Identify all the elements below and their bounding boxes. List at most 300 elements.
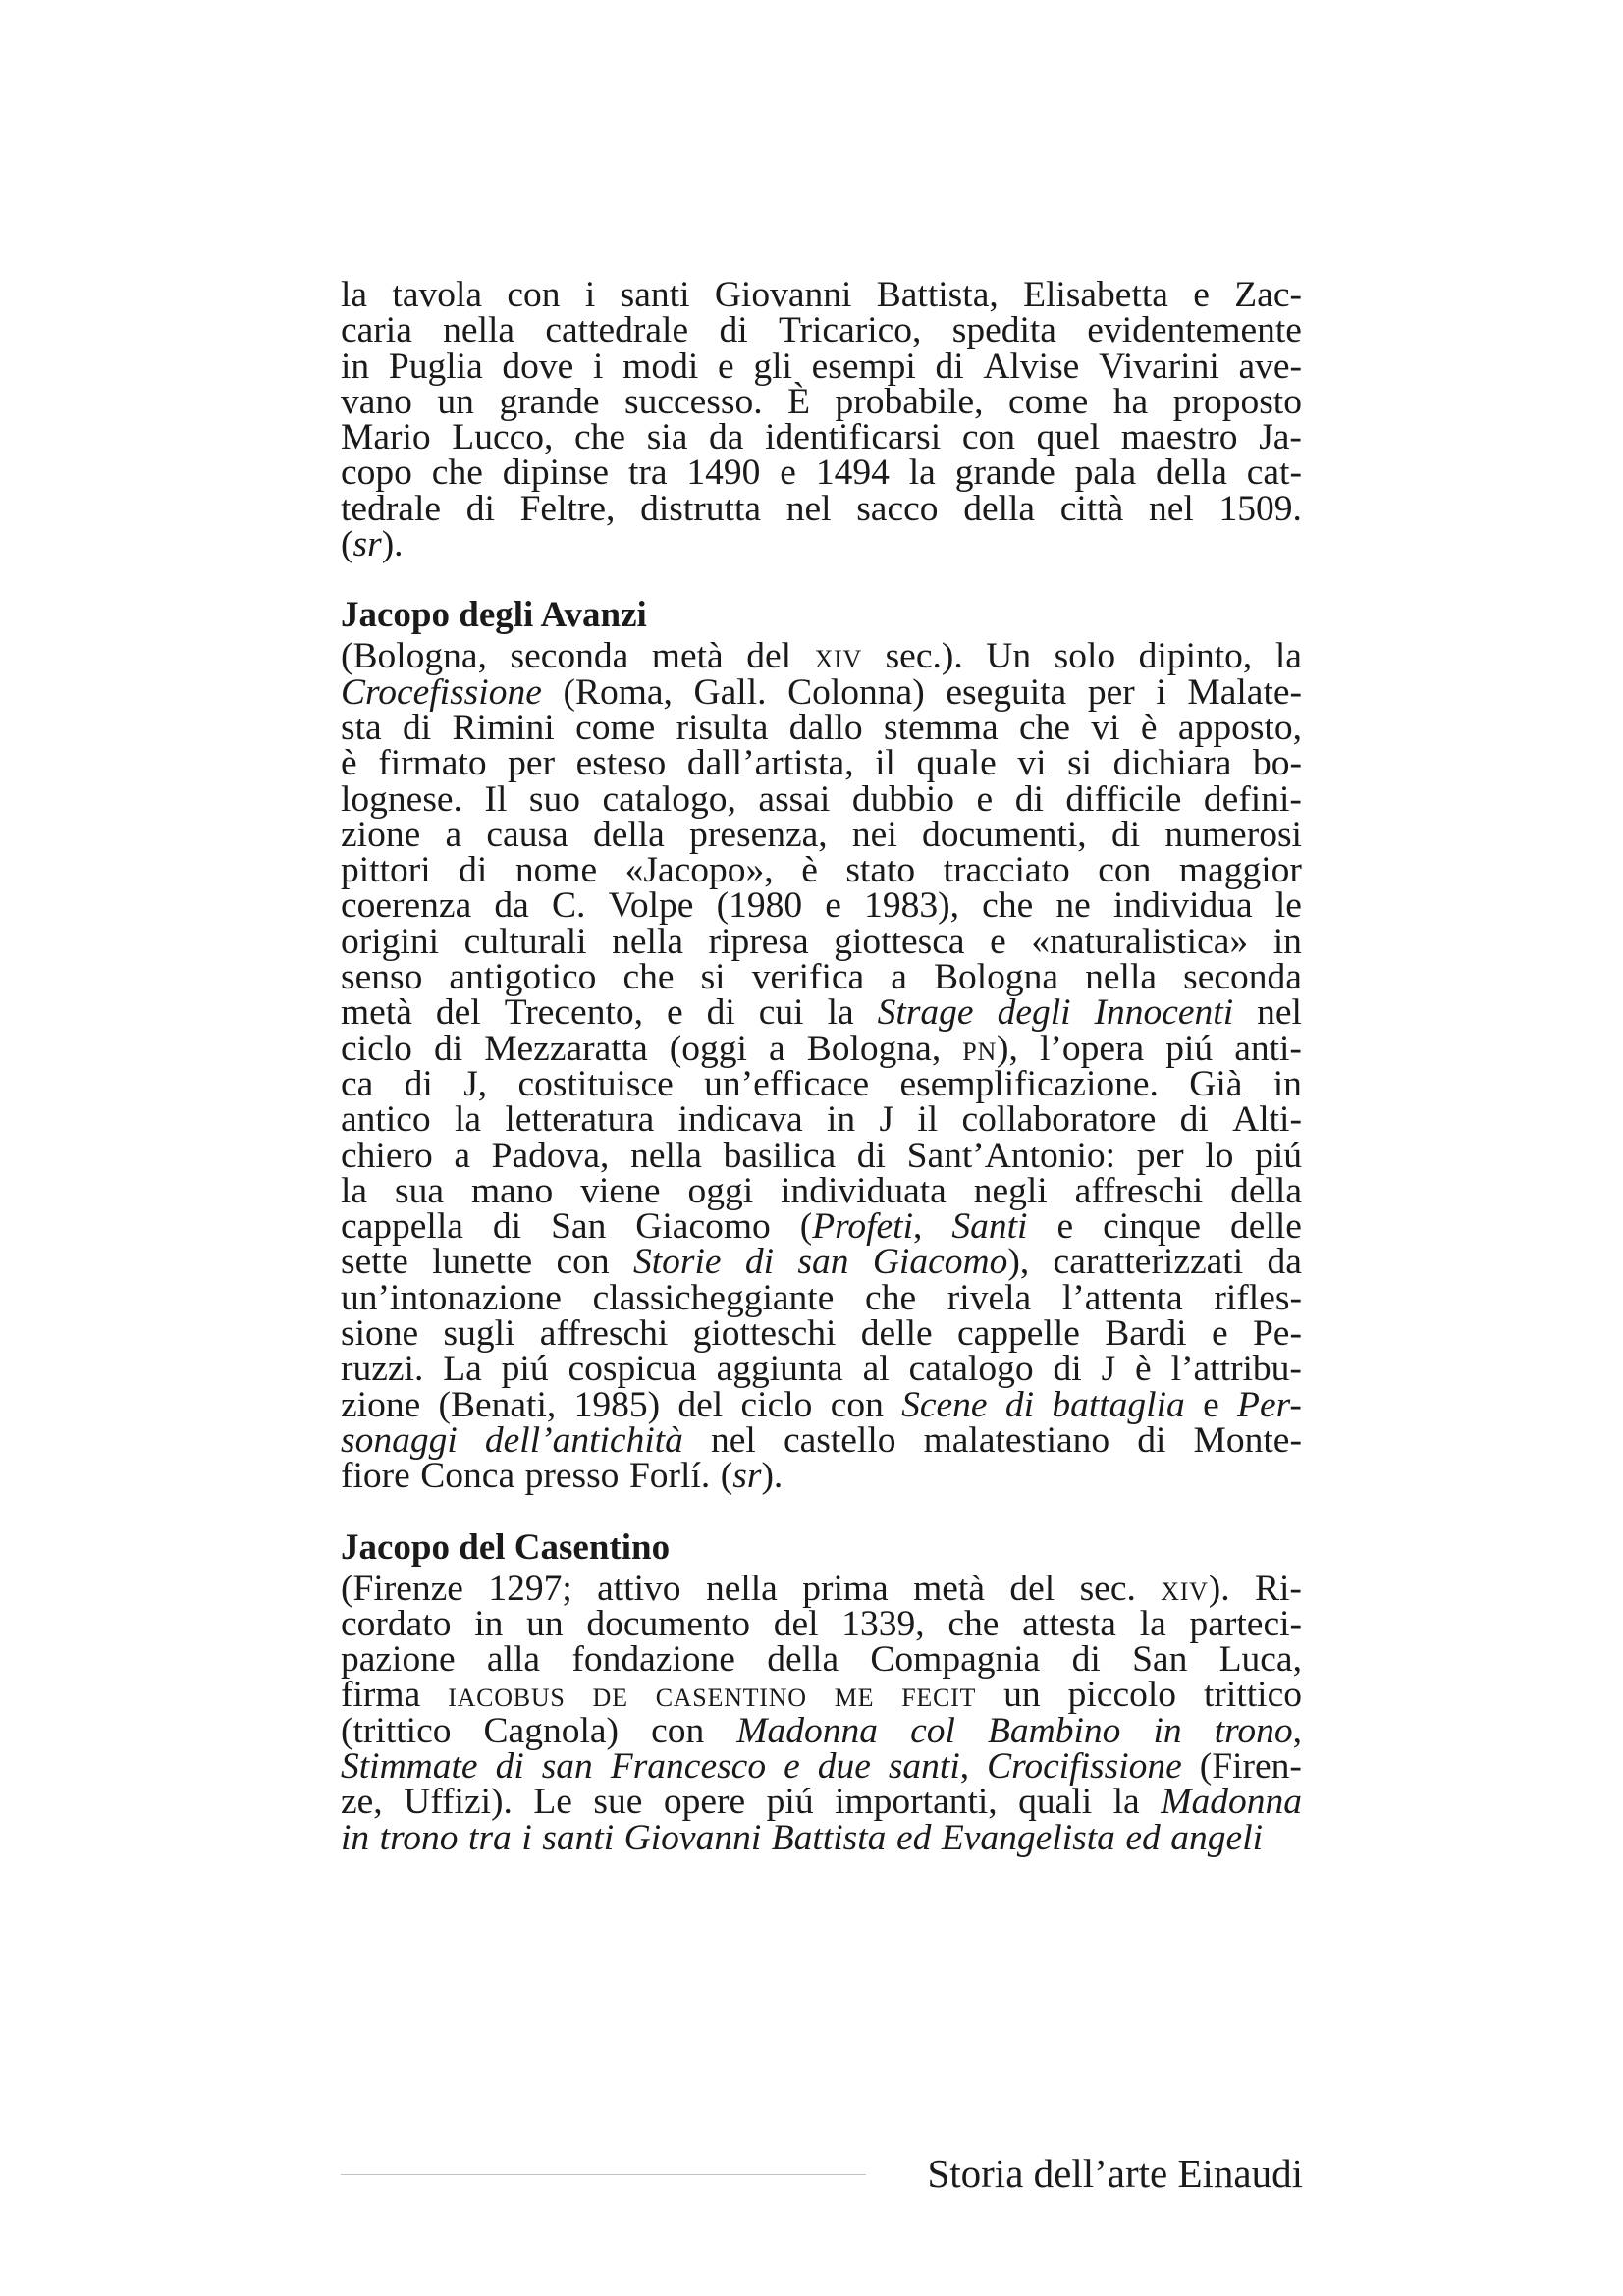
entry-body-avanzi [341, 636, 1302, 1497]
word: 1509. [1218, 488, 1302, 529]
word: trono [379, 1817, 459, 1858]
word: di [1137, 1419, 1166, 1461]
text-line [341, 524, 1302, 565]
word: cappelle [957, 1313, 1080, 1355]
word: quale [916, 743, 997, 784]
word: sec.). [885, 636, 963, 677]
word: trittico [1204, 1675, 1302, 1716]
word: in [1153, 1710, 1182, 1751]
word: cappella [341, 1206, 463, 1248]
word: della [1230, 1170, 1302, 1211]
word: dell’antichità [484, 1419, 683, 1461]
word: Elisabetta [1023, 275, 1168, 315]
word: esteso [575, 743, 667, 784]
word: Scene [901, 1384, 988, 1425]
word: prima [802, 1568, 889, 1609]
word: i [584, 275, 596, 315]
word: la [341, 1170, 368, 1211]
word: San [1132, 1639, 1188, 1681]
word: un [437, 381, 474, 422]
word: sonaggi [341, 1419, 458, 1461]
word: antico [341, 1099, 431, 1141]
word: Giacomo [635, 1206, 771, 1248]
text-line [341, 1817, 1302, 1858]
word: e [780, 453, 796, 494]
word: ze, [341, 1782, 383, 1823]
word: 1494 [815, 453, 890, 494]
word: nella [1085, 957, 1158, 998]
word: Mario [341, 417, 431, 458]
text-line [341, 1099, 1302, 1141]
text-line [341, 1603, 1302, 1644]
word: Francesco [610, 1745, 767, 1787]
word: cattedrale [545, 310, 689, 351]
word: basilica [723, 1135, 837, 1176]
word: della [963, 488, 1036, 529]
word: presenza, [689, 814, 828, 855]
word: proposto [1172, 381, 1302, 422]
word: Giovanni [623, 1817, 762, 1858]
word: con [507, 275, 561, 315]
word: dove [502, 346, 574, 387]
word: con [961, 417, 1015, 458]
word: presso [524, 1456, 620, 1497]
word: il [875, 743, 895, 784]
word: sia [646, 417, 688, 458]
word: chiero [341, 1135, 433, 1176]
word: la [454, 1099, 482, 1141]
word: del [1009, 1568, 1055, 1609]
word: me [834, 1675, 875, 1716]
word: e [1203, 1384, 1219, 1425]
text-line [341, 1456, 1302, 1497]
word: caria [341, 310, 412, 351]
text-line [341, 1206, 1302, 1248]
word: Bologna, [806, 1028, 942, 1069]
word: Crocefissione [341, 671, 542, 713]
word: la [1274, 636, 1302, 677]
word: pn), [962, 1028, 1018, 1069]
word: di [433, 1028, 463, 1069]
word: verifica [751, 957, 865, 998]
word: quali [1018, 1782, 1093, 1823]
word: sione [341, 1313, 419, 1355]
word: che [622, 957, 675, 998]
word: e [990, 921, 1006, 962]
word: bo- [1252, 743, 1302, 784]
word: delle [860, 1313, 933, 1355]
word: un’efficace [704, 1063, 870, 1104]
text-line [341, 1639, 1302, 1681]
word: collaboratore [961, 1099, 1157, 1141]
word: Il [484, 778, 508, 820]
word: ruzzi. [341, 1349, 424, 1390]
word: del [677, 1384, 724, 1425]
word: (sr). [341, 524, 404, 565]
word: ha [1112, 381, 1149, 422]
text-line [341, 1675, 1302, 1716]
text-line [341, 778, 1302, 820]
word: Ri- [1254, 1568, 1302, 1609]
word: senso [341, 957, 423, 998]
word: giottesca [834, 921, 965, 962]
word: la [341, 275, 368, 315]
word: numerosi [1164, 814, 1302, 855]
word: di [935, 346, 964, 387]
word: e [1056, 1206, 1074, 1248]
word: Volpe [608, 885, 694, 927]
text-line [341, 1745, 1302, 1787]
word: e [825, 885, 841, 927]
word: nel [711, 1419, 756, 1461]
word: l’opera [1039, 1028, 1145, 1069]
word: 1985) [573, 1384, 661, 1425]
text-line [341, 707, 1302, 748]
word: nella [612, 921, 684, 962]
word: e [717, 346, 734, 387]
word: dall’artista, [686, 743, 854, 784]
word: spedita [951, 310, 1056, 351]
word: modi [622, 346, 699, 387]
word: documenti, [922, 814, 1087, 855]
word: nel [785, 488, 832, 529]
word: trono, [1214, 1710, 1302, 1751]
word: castello [783, 1419, 896, 1461]
word: per [1136, 1135, 1184, 1176]
word: ave- [1238, 346, 1302, 387]
word: Giacomo), [872, 1242, 1030, 1283]
word: copo [341, 453, 412, 494]
word: solo [1054, 636, 1116, 677]
word: e [976, 778, 994, 820]
word: stemma [884, 707, 999, 748]
word: assai [758, 778, 831, 820]
word: con [651, 1710, 705, 1751]
word: ed [1125, 1817, 1161, 1858]
footer-rule [341, 2174, 866, 2175]
text-line [341, 1028, 1302, 1069]
word: san [797, 1242, 849, 1283]
word: successo. [623, 381, 763, 422]
word: tedrale [341, 488, 442, 529]
word: Stimmate [341, 1745, 478, 1787]
word: le [1274, 885, 1302, 927]
word: in [1272, 921, 1302, 962]
word: documento [586, 1603, 750, 1644]
word: sugli [443, 1313, 515, 1355]
word: sec. [1079, 1568, 1136, 1609]
word: per [508, 743, 556, 784]
word: lo [1205, 1135, 1234, 1176]
word: causa [486, 814, 568, 855]
text-line [341, 921, 1302, 962]
word: negli [973, 1170, 1048, 1211]
word: J [879, 1099, 894, 1141]
word: angeli [1170, 1817, 1264, 1858]
word: in [341, 346, 370, 387]
word: metà [651, 636, 724, 677]
word: Per- [1237, 1384, 1302, 1425]
word: 1339, [841, 1603, 925, 1644]
word: pittori [341, 850, 431, 891]
word: (Firen- [1199, 1745, 1302, 1787]
word: Un [986, 636, 1032, 677]
word: Tricarico, [778, 310, 922, 351]
word: di [1071, 1639, 1101, 1681]
text-line [341, 1313, 1302, 1355]
word: attesta [1022, 1603, 1116, 1644]
word: come [1008, 381, 1089, 422]
word: nella [705, 1568, 778, 1609]
word: (oggi [669, 1028, 747, 1069]
word: metà [341, 992, 412, 1034]
word: Lucco, [452, 417, 554, 458]
word: di [492, 1206, 522, 1248]
word: Madonna [1161, 1782, 1302, 1823]
word: apposto, [1177, 707, 1302, 748]
text-line [341, 1782, 1302, 1823]
word: fondazione [571, 1639, 735, 1681]
word: grande [499, 381, 600, 422]
word: e [1193, 275, 1210, 315]
entry-heading-avanzi: Jacopo degli Avanzi [341, 595, 647, 636]
text-line [341, 453, 1302, 494]
word: Madonna [736, 1710, 879, 1751]
word: Bardi [1105, 1313, 1187, 1355]
word: di [706, 992, 735, 1034]
page-body [341, 275, 1302, 1858]
word: C. [552, 885, 586, 927]
text-line [341, 814, 1302, 855]
word: il [917, 1099, 939, 1141]
word: Luca, [1218, 1639, 1302, 1681]
word: Malate- [1187, 671, 1302, 713]
word: (Firenze [341, 1568, 463, 1609]
word: sue [593, 1782, 643, 1823]
text-line [341, 381, 1302, 422]
word: importanti, [835, 1782, 998, 1823]
text-line [341, 1710, 1302, 1751]
word: sta [341, 707, 382, 748]
word: vano [341, 381, 412, 422]
word: nei [851, 814, 897, 855]
word: firmato [378, 743, 487, 784]
word: e [666, 992, 683, 1034]
word: aggiunta [716, 1349, 843, 1390]
word: Bologna [934, 957, 1059, 998]
word: città [1059, 488, 1124, 529]
word: l’attribu- [1170, 1349, 1302, 1390]
word: nel [1149, 488, 1194, 529]
word: Puglia [388, 346, 483, 387]
word: al [862, 1349, 890, 1390]
word: da [494, 885, 529, 927]
word: che [947, 1603, 1000, 1644]
word: esempi [811, 346, 916, 387]
word: di [1014, 778, 1044, 820]
word: i [593, 346, 604, 387]
word: Uffizi). [404, 1782, 513, 1823]
word: della [592, 814, 665, 855]
word: lunette [432, 1242, 533, 1283]
word: Mezzaratta [484, 1028, 648, 1069]
word: ciclo [740, 1384, 813, 1425]
text-line [341, 743, 1302, 784]
word: di [1053, 1349, 1082, 1390]
word: Battista, [876, 275, 999, 315]
word: la [1112, 1782, 1140, 1823]
text-line [341, 636, 1302, 677]
word: ca [341, 1063, 374, 1104]
word: con [830, 1384, 884, 1425]
word: rivela [947, 1277, 1032, 1318]
word: di [465, 488, 495, 529]
word: Zac- [1234, 275, 1302, 315]
word: santi [620, 275, 690, 315]
word: di [719, 310, 748, 351]
word: i [521, 1817, 532, 1858]
word: iacobus [448, 1675, 566, 1716]
word: zione [341, 814, 421, 855]
word: di [856, 1135, 886, 1176]
word: fiore [341, 1456, 410, 1497]
word: ne [1055, 885, 1091, 927]
word: con [1098, 850, 1152, 891]
word: sacco [856, 488, 939, 529]
word: casentino [655, 1675, 807, 1716]
word: probabile, [835, 381, 984, 422]
word: (Bologna, [341, 636, 487, 677]
word: Cagnola) [483, 1710, 619, 1751]
word: santi [542, 1817, 615, 1858]
entry-body-casentino [341, 1568, 1302, 1858]
word: è [1135, 1349, 1152, 1390]
word: esemplificazione. [899, 1063, 1159, 1104]
word: parteci- [1189, 1603, 1302, 1644]
word: di [1179, 1099, 1209, 1141]
word: Compagnia [870, 1639, 1041, 1681]
word: sette [341, 1242, 408, 1283]
word: e [784, 1745, 800, 1787]
word: classicheggiante [592, 1277, 835, 1318]
word: Battista [771, 1817, 887, 1858]
word: xiv [814, 636, 863, 677]
word: Colonna) [787, 671, 925, 713]
word: Strage [877, 992, 974, 1034]
text-line [341, 310, 1302, 351]
word: a [445, 814, 462, 855]
word: in [826, 1099, 856, 1141]
word: la [1139, 1603, 1166, 1644]
text-line [341, 1242, 1302, 1283]
word: Conca [420, 1456, 515, 1497]
word: come [575, 707, 656, 748]
word: fecit [901, 1675, 977, 1716]
word: con [556, 1242, 610, 1283]
word: del [746, 636, 792, 677]
word: si [700, 957, 726, 998]
word: cospicua [568, 1349, 697, 1390]
word: affreschi [539, 1313, 669, 1355]
word: Rimini [452, 707, 555, 748]
word: maggior [1178, 850, 1302, 891]
word: ripresa [708, 921, 809, 962]
text-line [341, 1063, 1302, 1104]
word: dubbio [851, 778, 955, 820]
word: cinque [1103, 1206, 1202, 1248]
word: Alvise [983, 346, 1080, 387]
word: degli [997, 992, 1071, 1034]
word: del [773, 1603, 819, 1644]
footer-title: Storia dell’arte Einaudi [927, 2151, 1303, 2196]
text-line [341, 1568, 1302, 1609]
word: dipinse [502, 453, 610, 494]
word: un [526, 1603, 564, 1644]
word: Sant’Antonio: [906, 1135, 1116, 1176]
word: J, [463, 1063, 488, 1104]
word: grande [954, 453, 1055, 494]
word: di [1004, 1384, 1035, 1425]
word: vi [1091, 707, 1120, 748]
text-line [341, 1277, 1302, 1318]
word: per [1087, 671, 1135, 713]
word: xiv). [1161, 1568, 1230, 1609]
word: eseguita [946, 671, 1067, 713]
word: che [982, 885, 1034, 927]
word: san [541, 1745, 593, 1787]
word: individua [1113, 885, 1253, 927]
word: di [404, 1063, 433, 1104]
word: caratterizzati [1053, 1242, 1244, 1283]
word: di [459, 850, 488, 891]
word: della [767, 1639, 839, 1681]
word: difficile [1065, 778, 1182, 820]
word: col [910, 1710, 955, 1751]
word: un [1003, 1675, 1041, 1716]
word: Monte- [1193, 1419, 1302, 1461]
word: seconda [510, 636, 629, 677]
word: individuata [781, 1170, 947, 1211]
word: nella [443, 310, 515, 351]
word: attivo [597, 1568, 681, 1609]
word: defini- [1203, 778, 1302, 820]
word: piú [766, 1782, 814, 1823]
word: tracciato [943, 850, 1070, 891]
word: di [1110, 814, 1141, 855]
word: identificarsi [765, 417, 942, 458]
word: Alti- [1232, 1099, 1302, 1141]
word: «Jacopo», [624, 850, 774, 891]
word: cat- [1246, 453, 1302, 494]
word: Trecento, [504, 992, 643, 1034]
text-line [341, 417, 1302, 458]
word: catalogo, [602, 778, 736, 820]
word: piú [1255, 1135, 1302, 1176]
word: mano [470, 1170, 554, 1211]
text-line [341, 1349, 1302, 1390]
word: di [495, 1745, 524, 1787]
word: la [827, 992, 854, 1034]
word: oggi [687, 1170, 754, 1211]
word: tra [627, 453, 668, 494]
word: i [1156, 671, 1166, 713]
word: due [817, 1745, 871, 1787]
word: giotteschi [692, 1313, 837, 1355]
word: culturali [463, 921, 587, 962]
word: Le [533, 1782, 572, 1823]
word: (Profeti, [799, 1206, 923, 1248]
word: Gall. [693, 671, 767, 713]
